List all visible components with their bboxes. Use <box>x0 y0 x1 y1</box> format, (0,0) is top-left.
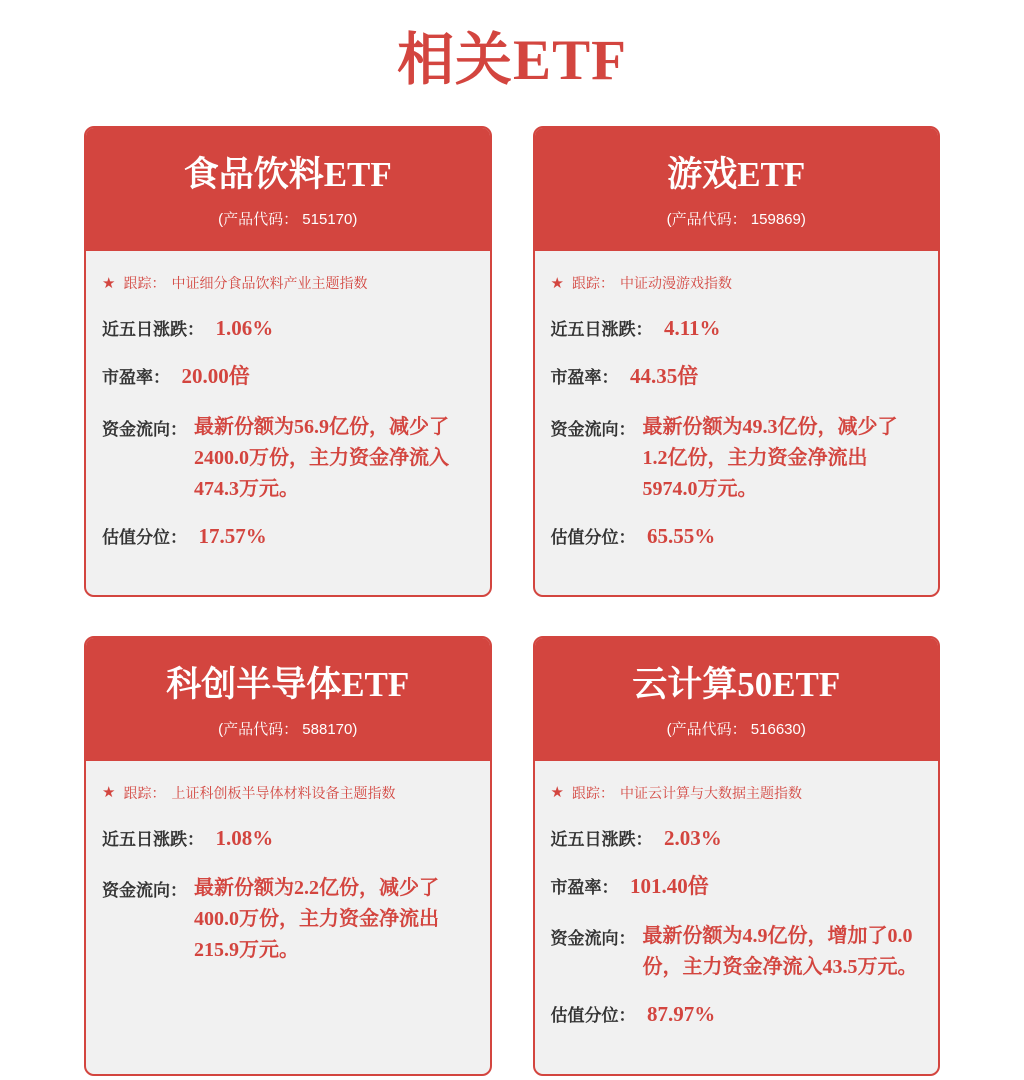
change-row <box>551 315 921 342</box>
track-index-row <box>551 783 921 803</box>
fund-flow-row <box>102 412 472 505</box>
etf-product-code: (产品代码： 588170) <box>218 720 358 738</box>
valuation-label: 估值分位： <box>550 1006 636 1026</box>
track-index-row <box>102 273 472 293</box>
pe-label: 市盈率： <box>550 878 619 898</box>
pe-row <box>102 363 472 390</box>
track-label: 跟踪： <box>123 275 166 291</box>
track-label: 跟踪： <box>571 275 614 291</box>
etf-title: 云计算50ETF <box>632 664 841 704</box>
fund-flow-row <box>551 921 921 983</box>
star-icon: ★ <box>550 784 564 802</box>
track-index-name: 上证科创板半导体材料设备主题指数 <box>171 784 396 801</box>
track-label: 跟踪： <box>571 784 614 801</box>
card-body <box>535 251 939 595</box>
pe-row <box>551 363 921 390</box>
etf-title: 科创半导体ETF <box>166 664 410 704</box>
flow-value: 最新份额为56.9亿份，减少了2400.0万份，主力资金净流入474.3万元。 <box>194 415 449 500</box>
etf-card-food-beverage <box>84 126 492 597</box>
pe-label: 市盈率： <box>102 368 170 388</box>
pe-value: 20.00倍 <box>181 364 250 389</box>
etf-cards-grid <box>84 126 940 1076</box>
change-value: 4.11% <box>663 316 721 340</box>
card-header <box>535 128 939 251</box>
fund-flow-row <box>102 873 472 966</box>
flow-label: 资金流向： <box>102 419 187 439</box>
change-row <box>551 825 921 852</box>
card-header <box>535 638 939 761</box>
change-label: 近五日涨跌： <box>102 320 204 339</box>
etf-card-game <box>533 126 941 597</box>
valuation-value: 65.55% <box>646 523 716 548</box>
track-label: 跟踪： <box>123 784 166 801</box>
card-header <box>86 128 490 251</box>
card-header <box>86 638 490 761</box>
etf-card-semiconductor <box>84 636 492 1076</box>
track-index-row <box>102 783 472 803</box>
track-index-name: 中证细分食品饮料产业主题指数 <box>171 275 368 291</box>
flow-label: 资金流向： <box>550 419 636 439</box>
pe-value: 101.40倍 <box>629 874 709 899</box>
page-title: 相关ETF <box>397 29 627 92</box>
etf-title: 食品饮料ETF <box>183 155 392 194</box>
change-value: 2.03% <box>663 825 722 850</box>
fund-flow-row <box>551 412 921 505</box>
change-row <box>102 825 472 852</box>
track-index-name: 中证动漫游戏指数 <box>619 275 732 291</box>
card-body <box>86 761 490 1074</box>
etf-product-code: (产品代码： 516630) <box>666 720 806 738</box>
star-icon: ★ <box>102 784 116 802</box>
change-value: 1.08% <box>215 825 274 850</box>
etf-card-cloud-computing <box>533 636 941 1076</box>
valuation-value: 87.97% <box>646 1002 716 1027</box>
valuation-label: 估值分位： <box>102 527 187 547</box>
change-label: 近五日涨跌： <box>550 829 653 849</box>
flow-value: 最新份额为49.3亿份，减少了1.2亿份，主力资金净流出5974.0万元。 <box>642 415 898 500</box>
etf-product-code: (产品代码： 159869) <box>666 211 806 228</box>
flow-label: 资金流向： <box>550 929 636 949</box>
valuation-row <box>102 523 472 550</box>
card-body <box>535 761 939 1074</box>
change-label: 近五日涨跌： <box>550 320 653 339</box>
valuation-value: 17.57% <box>198 523 267 548</box>
etf-title: 游戏ETF <box>667 155 806 194</box>
valuation-row <box>551 523 921 550</box>
etf-product-code: (产品代码： 515170) <box>218 211 358 228</box>
valuation-row <box>551 1001 921 1028</box>
flow-value: 最新份额为4.9亿份，增加了0.0份，主力资金净流入43.5万元。 <box>642 925 918 979</box>
star-icon: ★ <box>550 274 564 292</box>
change-value: 1.06% <box>215 316 274 340</box>
pe-label: 市盈率： <box>550 368 619 388</box>
track-index-row <box>551 273 921 293</box>
star-icon: ★ <box>102 274 116 292</box>
pe-value: 44.35倍 <box>629 364 699 389</box>
flow-value: 最新份额为2.2亿份，减少了400.0万份，主力资金净流出215.9万元。 <box>194 877 439 962</box>
change-label: 近五日涨跌： <box>102 829 204 849</box>
track-index-name: 中证云计算与大数据主题指数 <box>619 784 802 801</box>
change-row <box>102 315 472 342</box>
flow-label: 资金流向： <box>102 881 187 901</box>
pe-row <box>551 873 921 900</box>
valuation-label: 估值分位： <box>550 527 636 547</box>
card-body <box>86 251 490 595</box>
